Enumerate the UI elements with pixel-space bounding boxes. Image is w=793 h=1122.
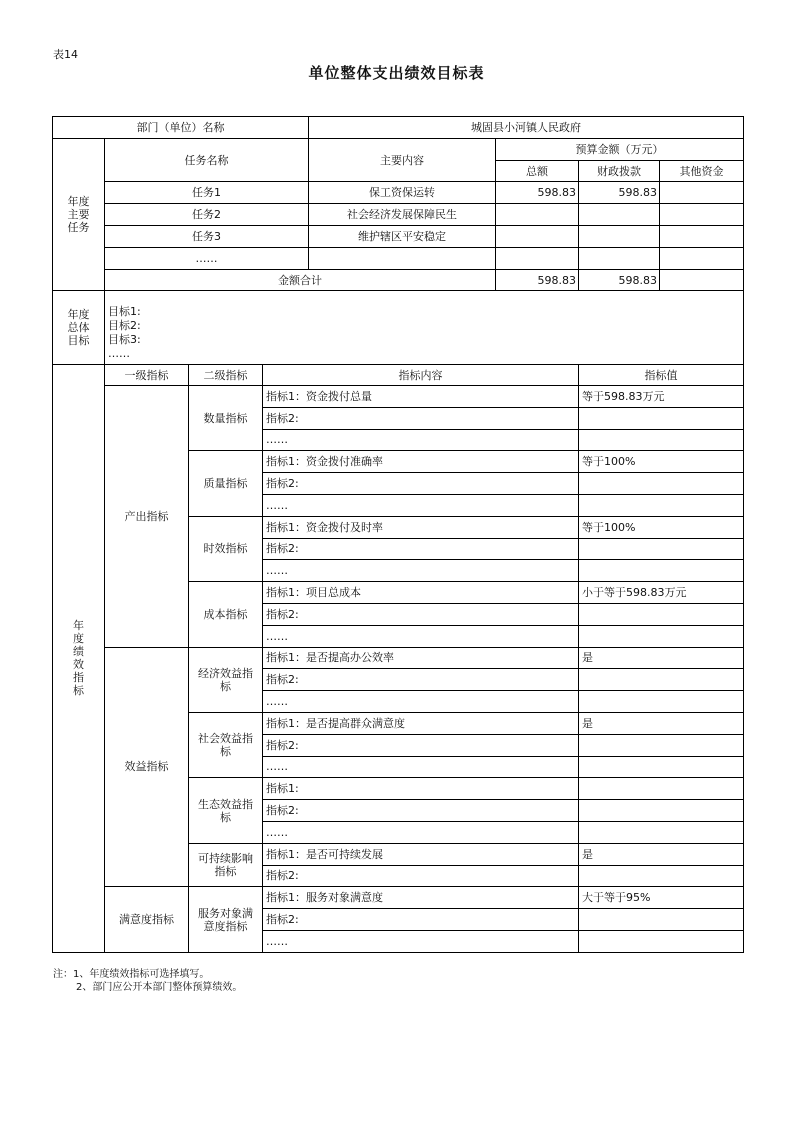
level1-indicator: 效益指标 [105,647,189,887]
level2-indicator [189,778,263,843]
indicator-content: 指标1：资金拨付准确率 [263,451,579,473]
indicator-content: 指标1：服务对象满意度 [263,887,579,909]
goal-line: 目标1: [108,305,141,318]
level1-indicator: 产出指标 [105,386,189,648]
indicator-value: 是 [579,843,744,865]
indicator-value [579,494,744,516]
indicator-content: 指标2: [263,473,579,495]
task-fiscal [579,248,660,270]
indicator-content: …… [263,429,579,451]
indicator-value [579,560,744,582]
indicators-section-label [53,365,105,953]
task-content: 维护辖区平安稳定 [309,226,496,248]
indicator-value [579,756,744,778]
annual-tasks-label: 年度主要任务 [67,195,90,234]
indicator-content: …… [263,560,579,582]
col-level2: 二级指标 [189,365,263,386]
annual-tasks-section-label [53,139,105,291]
col-budget-amount: 预算金额（万元） [496,139,744,161]
indicator-value [579,865,744,887]
task-total [496,226,579,248]
indicator-value: 是 [579,647,744,669]
level2-indicator-label: 数量指标 [203,411,248,425]
task-row [53,182,744,204]
level2-indicator [189,386,263,451]
indicator-value [579,538,744,560]
dept-row [53,117,744,139]
level2-indicator-label: 时效指标 [203,542,248,556]
indicator-value [579,603,744,625]
indicator-content: 指标1：项目总成本 [263,582,579,604]
indicator-content: 指标1：是否可持续发展 [263,843,579,865]
level2-indicator-label: 社会效益指标 [198,732,253,759]
indicator-value [579,821,744,843]
indicator-content: …… [263,930,579,952]
task-content: 保工资保运转 [309,182,496,204]
col-other: 其他资金 [660,161,744,182]
col-task-name: 任务名称 [105,139,309,182]
indicator-value: 大于等于95% [579,887,744,909]
sum-row [53,270,744,291]
annual-goals-section-label [53,291,105,365]
indicators-label: 年度绩效指标 [73,619,84,698]
goal-line: 目标2: [108,319,141,332]
indicator-value: 是 [579,712,744,734]
indicator-content: 指标2: [263,407,579,429]
indicator-value [579,778,744,800]
indicator-content: 指标2: [263,603,579,625]
level2-indicator-label: 质量指标 [203,477,248,491]
level2-indicator-label: 生态效益指标 [198,797,253,824]
annual-goals-content [105,291,744,365]
indicator-value: 等于100% [579,451,744,473]
task-name: 任务2 [105,204,309,226]
indicator-content: 指标1：是否提高办公效率 [263,647,579,669]
level2-indicator [189,516,263,581]
indicator-content: 指标2: [263,800,579,822]
footnote-2: 2、部门应公开本部门整体预算绩效。 [76,982,243,993]
goals-row [53,291,744,365]
indicator-value [579,669,744,691]
level2-indicator-label: 可持续影响指标 [198,852,253,879]
tasks-header-row [53,139,744,161]
level2-indicator-label: 经济效益指标 [198,666,253,693]
indicator-content: 指标2: [263,909,579,931]
dept-label: 部门（单位）名称 [53,117,309,139]
level2-indicator [189,582,263,647]
task-row [53,226,744,248]
col-level1: 一级指标 [105,365,189,386]
col-total: 总额 [496,161,579,182]
indicator-content: 指标2: [263,865,579,887]
task-other [660,182,744,204]
task-fiscal [579,226,660,248]
indicator-content: …… [263,691,579,713]
indicator-content: 指标1：资金拨付总量 [263,386,579,408]
indicator-content: 指标1：资金拨付及时率 [263,516,579,538]
col-main-content: 主要内容 [309,139,496,182]
performance-target-table [52,116,744,953]
task-row [53,204,744,226]
task-total [496,204,579,226]
indicator-content: 指标2: [263,538,579,560]
sum-label: 金额合计 [105,270,496,291]
task-name: 任务3 [105,226,309,248]
indicator-value [579,930,744,952]
indicator-value [579,909,744,931]
indicator-row [53,887,744,909]
col-fiscal: 财政拨款 [579,161,660,182]
sum-total: 598.83 [496,270,579,291]
sum-other [660,270,744,291]
footnotes [53,968,242,994]
indicator-row [53,386,744,408]
indicator-value [579,473,744,495]
indicator-value: 等于100% [579,516,744,538]
level2-indicator [189,843,263,887]
goal-line: 目标3: [108,333,141,346]
indicator-content: 指标1: [263,778,579,800]
task-content: 社会经济发展保障民生 [309,204,496,226]
indicator-content: …… [263,821,579,843]
task-other [660,204,744,226]
indicator-value [579,734,744,756]
level2-indicator-label: 服务对象满意度指标 [198,906,253,933]
table-number: 表14 [53,48,78,61]
indicator-content: …… [263,625,579,647]
indicator-content: …… [263,756,579,778]
task-total: 598.83 [496,182,579,204]
annual-goals-label: 年度总体目标 [67,308,90,347]
col-indicator-content: 指标内容 [263,365,579,386]
task-other [660,226,744,248]
indicator-content: 指标2: [263,669,579,691]
indicator-value [579,800,744,822]
level2-indicator-label: 成本指标 [203,607,248,621]
indicator-value [579,625,744,647]
level1-indicator: 满意度指标 [105,887,189,952]
indicator-row [53,647,744,669]
level2-indicator [189,887,263,952]
level2-indicator [189,712,263,777]
task-row [53,248,744,270]
task-fiscal: 598.83 [579,182,660,204]
sum-fiscal: 598.83 [579,270,660,291]
indicator-value [579,691,744,713]
task-fiscal [579,204,660,226]
level2-indicator [189,451,263,516]
indicator-value: 等于598.83万元 [579,386,744,408]
task-total [496,248,579,270]
indicator-value: 小于等于598.83万元 [579,582,744,604]
page-title: 单位整体支出绩效目标表 [308,64,485,82]
task-content [309,248,496,270]
goal-line: …… [108,347,130,360]
footnote-1: 注：1、年度绩效指标可选择填写。 [53,969,210,980]
indicators-header-row [53,365,744,386]
col-indicator-value: 指标值 [579,365,744,386]
task-name: 任务1 [105,182,309,204]
indicator-value [579,407,744,429]
task-name: …… [105,248,309,270]
task-other [660,248,744,270]
level2-indicator [189,647,263,712]
dept-name: 城固县小河镇人民政府 [309,117,744,139]
indicator-content: 指标2: [263,734,579,756]
indicator-content: 指标1：是否提高群众满意度 [263,712,579,734]
indicator-value [579,429,744,451]
indicator-content: …… [263,494,579,516]
